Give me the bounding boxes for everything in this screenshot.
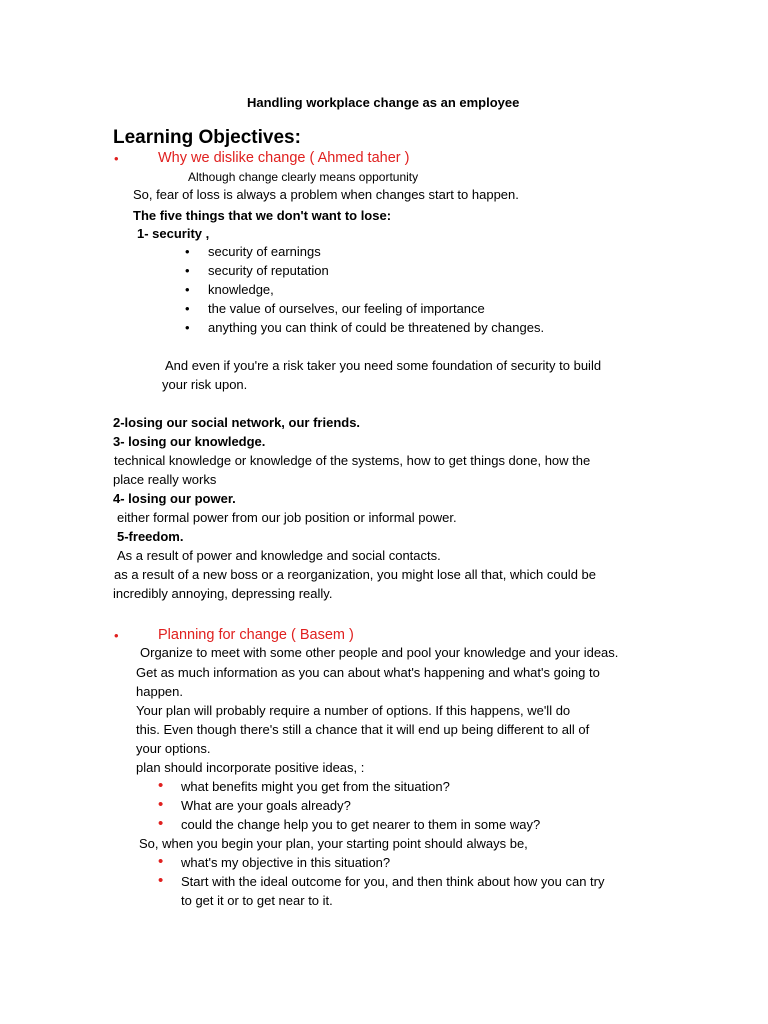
bullet: • — [158, 853, 164, 870]
list-item-5: 5-freedom. — [117, 529, 184, 544]
list-item: Start with the ideal outcome for you, and then think about how you can try — [181, 874, 605, 889]
document-title: Handling workplace change as an employee — [247, 95, 520, 110]
learning-objectives-heading: Learning Objectives: — [113, 127, 301, 148]
paragraph: technical knowledge or knowledge of the systems, how to get things done, how the — [114, 453, 591, 468]
section1-title: Why we dislike change ( Ahmed taher ) — [158, 150, 410, 166]
list-item: could the change help you to get nearer to them in some way? — [181, 817, 541, 832]
list-item: security of reputation — [208, 263, 329, 278]
list-item: knowledge, — [208, 282, 274, 297]
list-item: what benefits might you get from the situation? — [181, 779, 450, 794]
paragraph: happen. — [136, 684, 183, 699]
paragraph: plan should incorporate positive ideas, : — [136, 760, 365, 775]
paragraph: your options. — [136, 741, 211, 756]
list-item: the value of ourselves, our feeling of importance — [208, 301, 485, 316]
bullet: • — [185, 263, 190, 278]
bullet: • — [185, 301, 190, 316]
list-item-4: 4- losing our power. — [113, 491, 236, 506]
list-item-1: 1- security , — [137, 226, 210, 241]
five-things-heading: The five things that we don't want to lose: — [133, 208, 392, 223]
paragraph: And even if you're a risk taker you need some foundation of security to build — [165, 358, 602, 373]
bullet: • — [185, 282, 190, 297]
list-item-continuation: to get it or to get near to it. — [181, 893, 333, 908]
list-item-3: 3- losing our knowledge. — [113, 434, 266, 449]
bullet: • — [158, 796, 164, 813]
bullet: • — [158, 815, 164, 832]
paragraph: Organize to meet with some other people and pool your knowledge and your ideas. — [140, 645, 619, 660]
bullet: • — [185, 244, 190, 259]
paragraph: So, fear of loss is always a problem when changes start to happen. — [133, 187, 519, 202]
section-bullet: • — [114, 151, 119, 166]
paragraph: place really works — [113, 472, 217, 487]
bullet: • — [185, 320, 190, 335]
paragraph: As a result of power and knowledge and social contacts. — [117, 548, 441, 563]
bullet: • — [158, 777, 164, 794]
paragraph: Get as much information as you can about what's happening and what's going to — [136, 665, 600, 680]
list-item: security of earnings — [208, 244, 321, 259]
paragraph: as a result of a new boss or a reorganization, you might lose all that, which could be — [114, 567, 596, 582]
paragraph: either formal power from our job position or informal power. — [117, 510, 457, 525]
list-item: What are your goals already? — [181, 798, 351, 813]
bullet: • — [158, 872, 164, 889]
paragraph: incredibly annoying, depressing really. — [113, 586, 333, 601]
paragraph: Your plan will probably require a number of options. If this happens, we'll do — [136, 703, 571, 718]
paragraph: So, when you begin your plan, your starting point should always be, — [139, 836, 528, 851]
list-item: what's my objective in this situation? — [181, 855, 391, 870]
section2-title: Planning for change ( Basem ) — [158, 627, 354, 643]
list-item-2: 2-losing our social network, our friends. — [113, 415, 361, 430]
section1-subtitle: Although change clearly means opportunity — [188, 170, 419, 184]
list-item: anything you can think of could be threatened by changes. — [208, 320, 545, 335]
paragraph: your risk upon. — [162, 377, 248, 392]
paragraph: this. Even though there's still a chance that it will end up being different to all of — [136, 722, 590, 737]
section-bullet: • — [114, 628, 119, 643]
